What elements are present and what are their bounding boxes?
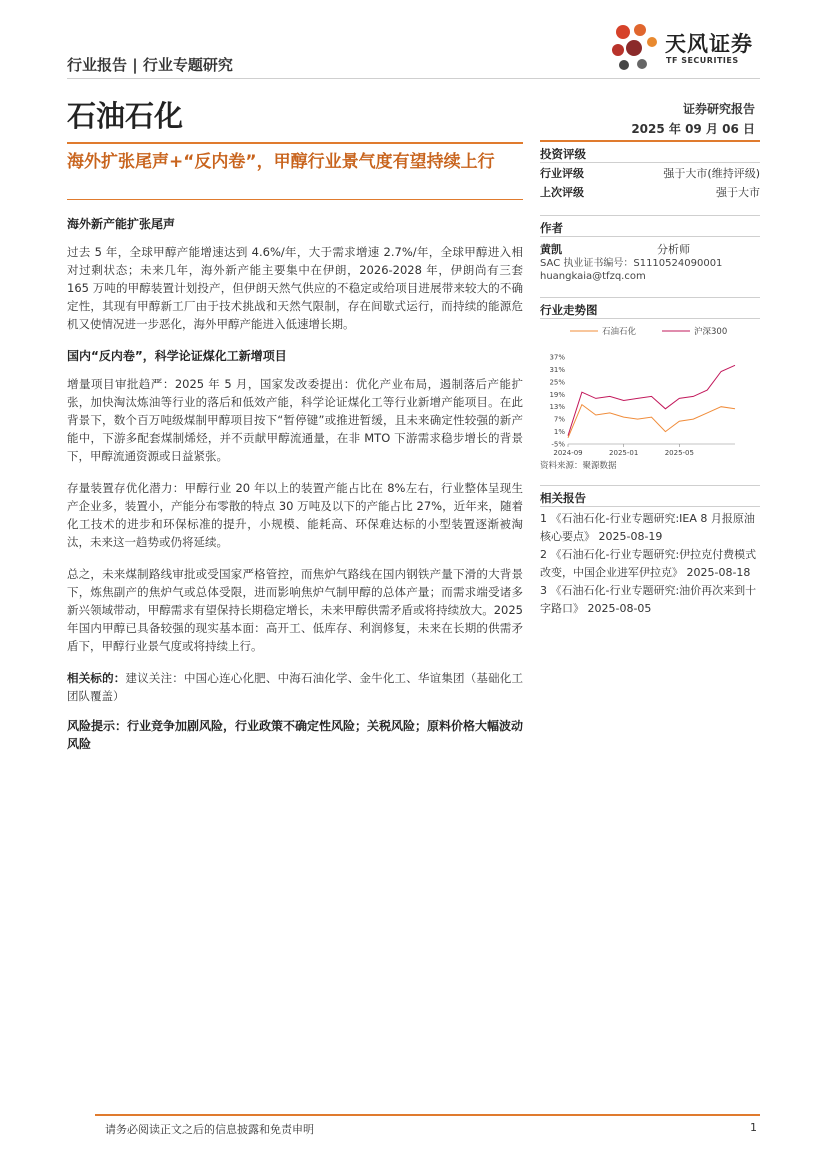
rating-heading: 投资评级 — [540, 147, 586, 161]
risk-warning: 风险提示：行业竞争加剧风险，行业政策不确定性风险；关税风险；原料价格大幅波动风险 — [67, 719, 524, 751]
industry-rating-row — [540, 163, 760, 182]
author-cert: SAC 执业证书编号：S1110524090001 — [540, 258, 723, 269]
trend-chart — [540, 319, 760, 459]
y-tick-label: 31% — [549, 365, 565, 374]
related-heading: 相关报告 — [540, 491, 586, 505]
series-line — [568, 365, 735, 435]
title-top-rule — [67, 142, 523, 144]
related-report-item[interactable]: 3 《石油石化-行业专题研究:油价再次来到十字路口》 2025-08-05 — [540, 584, 757, 615]
related-report-item[interactable]: 2 《石油石化-行业专题研究:伊拉克付费模式改变，中国企业进军伊拉克》 2025-08-18 — [540, 548, 757, 579]
industry-rating-value: 强于大市(维持评级) — [663, 166, 760, 180]
related-report-list — [540, 510, 760, 618]
section-heading: 海外新产能扩张尾声 — [67, 217, 176, 231]
legend-label: 沪深300 — [694, 327, 728, 337]
section-paragraph: 增量项目审批趋严：2025 年 5 月，国家发改委提出：优化产业布局，遏制落后产能扩张，加快淘汰炼油等行业的落后和低效产能，科学论证煤化工等行业新增产能项目。在此背景下，数个百万吨级煤制甲醇项目按下“暂停键”或推进暂缓，且未来确定性较强的新产能中，下游多配套煤制烯烃，并不贡献甲醇流通量，在非 MTO 下游需求稳步增长的背景下，甲醇流通资源或日益紧张。 — [67, 377, 523, 463]
x-tick-label: 2024-09 — [553, 449, 583, 457]
targets-text: 建议关注：中国心连心化肥、中海石油化学、金牛化工、华谊集团（基础化工团队覆盖） — [67, 671, 524, 703]
sidebar — [540, 140, 760, 618]
logo-text-cn: 天风证券 — [665, 32, 753, 56]
page-number: 1 — [750, 1121, 757, 1134]
author-row — [540, 241, 690, 257]
industry-rating-label: 行业评级 — [540, 166, 584, 180]
prev-rating-value: 强于大市 — [716, 185, 760, 199]
sector-name: 石油石化 — [67, 99, 184, 133]
series-line — [568, 405, 735, 438]
trend-chart-svg — [540, 319, 760, 459]
report-title: 海外扩张尾声+“反内卷”，甲醇行业景气度有望持续上行 — [67, 152, 495, 172]
logo-mark-icon — [610, 22, 662, 72]
prev-rating-label: 上次评级 — [540, 185, 584, 199]
y-tick-label: 1% — [553, 428, 565, 437]
trend-heading: 行业走势图 — [540, 303, 598, 317]
main-content — [67, 215, 523, 753]
report-type: 证券研究报告 — [682, 102, 755, 116]
section-paragraph: 总之，未来煤制路线审批或受国家严格管控，而焦炉气路线在国内钢铁产量下滑的大背景下，炼焦副产的焦炉气或总体受限，进而影响焦炉气制甲醇的总体产量；而需求端受诸多新兴领域带动，甲醇需求有望保持长期稳定增长，未来甲醇供需矛盾或将持续放大。2025 年国内甲醇已具备较强的现实基本面：高开工、低库存、利润修复，未来在长期的供需矛盾下，甲醇行业景气度或将持续上行。 — [67, 567, 523, 653]
related-report-item[interactable]: 1 《石油石化-行业专题研究:IEA 8 月报原油核心要点》 2025-08-19 — [540, 512, 755, 543]
header-divider — [67, 78, 760, 79]
footer-rule — [95, 1114, 760, 1116]
author-role: 分析师 — [657, 243, 690, 256]
prev-rating-row — [540, 182, 760, 201]
report-category: 行业报告 | 行业专题研究 — [67, 56, 233, 74]
company-logo — [610, 22, 760, 72]
y-tick-label: 37% — [549, 353, 565, 362]
section-paragraph: 过去 5 年，全球甲醇产能增速达到 4.6%/年，大于需求增速 2.7%/年，全球甲醇进入相对过剩状态；未来几年，海外新产能主要集中在伊朗，2026-2028 年，伊朗尚有三套 165 万吨的甲醇装置计划投产，但伊朗天然气供应的不稳定或给项目进展带来较大的不确定性，其现有甲醇新工厂由于技术挑战和天然气限制，存在间歇式运行，而持续的能源危机又使情况进一步恶化，海外甲醇产能进入低速增长期。 — [67, 245, 523, 331]
y-tick-label: 7% — [553, 415, 565, 424]
chart-source: 资料来源：聚源数据 — [540, 461, 617, 471]
section-paragraph: 存量装置存优化潜力：甲醇行业 20 年以上的装置产能占比在 8%左右，行业整体呈现生产企业多，装置小，产能分布零散的特点 30 万吨及以下的产能占比 27%，近年来，随着化工技术的进步和环保标准的提升，小规模、能耗高、环保难达标的小型装置逐渐被淘汰，未来这一趋势或仍将延续。 — [67, 481, 523, 549]
legend-label: 石油石化 — [602, 327, 637, 337]
title-bottom-rule — [67, 199, 523, 200]
x-tick-label: 2025-05 — [664, 449, 694, 457]
author-heading: 作者 — [540, 221, 563, 235]
author-name: 黄凯 — [540, 243, 562, 256]
related-targets — [67, 669, 523, 705]
section-heading: 国内“反内卷”，科学论证煤化工新增项目 — [67, 349, 287, 363]
author-email[interactable]: huangkaia@tfzq.com — [540, 271, 646, 282]
x-tick-label: 2025-01 — [609, 449, 639, 457]
y-tick-label: -5% — [551, 440, 565, 449]
y-tick-label: 19% — [549, 390, 565, 399]
logo-text-en: TF SECURITIES — [666, 56, 739, 65]
disclaimer-note: 请务必阅读正文之后的信息披露和免责申明 — [105, 1123, 314, 1136]
targets-label: 相关标的： — [67, 671, 126, 685]
y-tick-label: 13% — [549, 403, 565, 412]
y-tick-label: 25% — [549, 378, 565, 387]
report-date: 2025 年 09 月 06 日 — [631, 122, 755, 136]
